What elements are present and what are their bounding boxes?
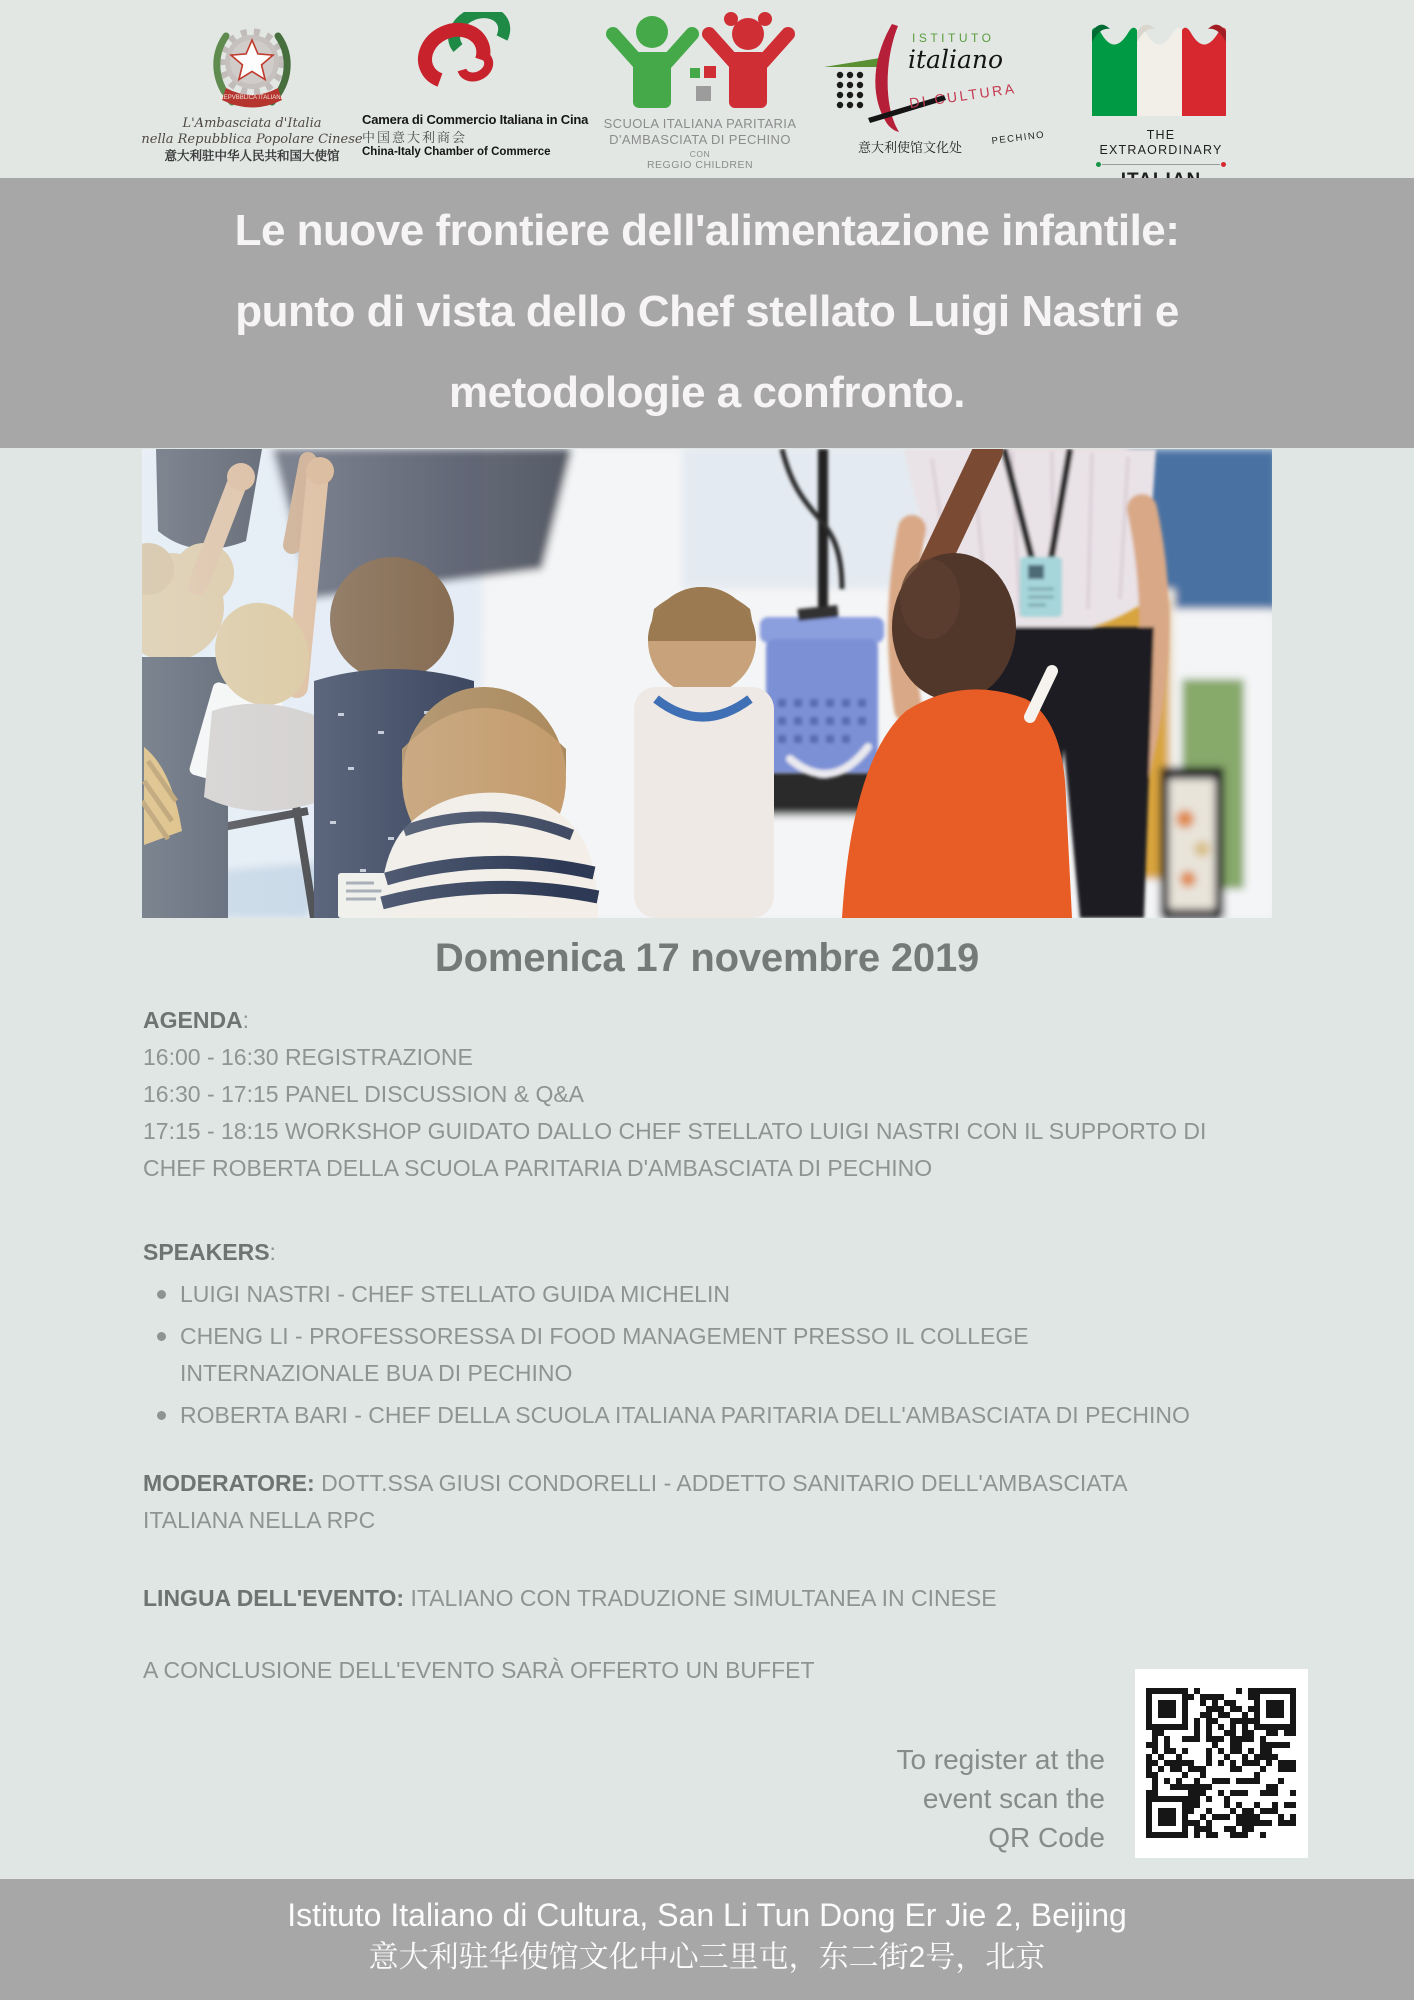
title-banner — [0, 178, 1414, 448]
speaker-1: LUIGI NASTRI - CHEF STELLATO GUIDA MICHELIN — [180, 1281, 730, 1307]
chamber-caption-line3: China-Italy Chamber of Commerce — [362, 146, 551, 159]
embassy-caption-line3: 意大利驻中华人民共和国大使馆 — [164, 149, 340, 164]
italy-emblem-icon — [202, 12, 302, 116]
register-note — [775, 1740, 1105, 1857]
bullet-dot-icon — [157, 1332, 166, 1341]
bullet-dot-icon — [157, 1411, 166, 1420]
qr-code — [1135, 1669, 1308, 1858]
agenda-colon: : — [242, 1007, 250, 1033]
event-title-line3: metodologie a confronto. — [449, 368, 965, 417]
language-label: LINGUA DELL'EVENTO — [143, 1585, 397, 1611]
iic-word-istituto: ISTITUTO — [912, 31, 995, 45]
culture-institute-icon — [820, 18, 1048, 158]
chamber-caption — [362, 112, 622, 160]
agenda-item-3-line2: CHEF ROBERTA DELLA SCUOLA PARITARIA D'AMBASCIATA DI PECHINO — [143, 1155, 933, 1181]
school-caption-line2: D'AMBASCIATA DI PECHINO — [609, 131, 791, 147]
event-photo — [142, 449, 1272, 918]
speaker-2-line1: CHENG LI - PROFESSORESSA DI FOOD MANAGEMENT PRESSO IL COLLEGE — [180, 1323, 1029, 1349]
embassy-caption-line1: L'Ambasciata d'Italia — [182, 116, 322, 131]
chamber-caption-line2: 中国意大利商会 — [362, 129, 468, 145]
agenda-item-1: 16:00 - 16:30 REGISTRAZIONE — [143, 1044, 473, 1070]
divider-line — [1102, 164, 1220, 165]
taste-divider — [1096, 161, 1226, 168]
event-title-line1: Le nuove frontiere dell'alimentazione infantile: — [234, 206, 1180, 255]
italian-taste-logo — [1092, 18, 1226, 116]
green-dot-icon — [1096, 162, 1101, 167]
footer-address-cn: 意大利驻华使馆文化中心三里屯，东二街2号，北京 — [368, 1941, 1046, 1974]
logo-strip — [0, 0, 1414, 178]
speaker-2-line2: INTERNAZIONALE BUA DI PECHINO — [180, 1360, 573, 1386]
register-line2: event scan the — [922, 1783, 1105, 1814]
iic-word-pechino: PECHINO — [991, 129, 1046, 147]
embassy-caption-line2: nella Repubblica Popolare Cinese — [141, 131, 363, 147]
culture-institute-logo — [820, 18, 1048, 158]
speaker-item — [143, 1276, 1190, 1313]
embassy-logo — [202, 12, 302, 116]
chamber-swoosh-icon — [402, 12, 522, 108]
register-line1: To register at the — [896, 1744, 1105, 1775]
chamber-caption-line1: Camera di Commercio Italiana in Cina — [362, 112, 589, 127]
iic-word-di-cultura: DI CULTURA — [908, 80, 1018, 111]
moderator-line1: DOTT.SSA GIUSI CONDORELLI - ADDETTO SANITARIO DELL'AMBASCIATA — [321, 1470, 1128, 1496]
agenda-item-3-line1: 17:15 - 18:15 WORKSHOP GUIDATO DALLO CHEF STELLATO LUIGI NASTRI CON IL SUPPORTO DI — [143, 1118, 1207, 1144]
iic-chinese: 意大利使馆文化处 — [858, 140, 963, 155]
school-children-icon — [600, 8, 800, 118]
language-section: LINGUA DELL'EVENTO: ITALIANO CON TRADUZIONE SIMULTANEA IN CINESE — [143, 1585, 997, 1611]
agenda-heading: AGENDA — [143, 1007, 243, 1033]
event-title-line2: punto di vista dello Chef stellato Luigi Nastri e — [235, 287, 1179, 336]
school-caption — [588, 116, 812, 172]
school-logo — [600, 8, 800, 118]
date-heading: Domenica 17 novembre 2019 — [434, 936, 980, 980]
bullet-dot-icon — [157, 1290, 166, 1299]
taste-caption-line1: THE EXTRAORDINARY — [1099, 128, 1223, 157]
buffet-note: A CONCLUSIONE DELL'EVENTO SARÀ OFFERTO UN BUFFET — [143, 1657, 815, 1683]
chamber-logo — [402, 12, 522, 108]
speaker-item — [143, 1397, 1190, 1434]
agenda-section — [143, 1002, 1206, 1187]
embassy-caption — [120, 116, 384, 164]
agenda-item-2: 16:30 - 17:15 PANEL DISCUSSION & Q&A — [143, 1081, 585, 1107]
school-caption-line4: REGGIO CHILDREN — [646, 159, 754, 172]
moderator-line2: ITALIANA NELLA RPC — [143, 1507, 376, 1533]
footer-address-bar — [0, 1879, 1414, 2000]
language-text: ITALIANO CON TRADUZIONE SIMULTANEA IN CINESE — [410, 1585, 997, 1611]
register-line3: QR Code — [988, 1822, 1105, 1853]
speakers-colon: : — [269, 1239, 276, 1265]
school-caption-line3: CON — [689, 149, 711, 160]
moderator-section: MODERATORE: DOTT.SSA GIUSI CONDORELLI - ADDETTO SANITARIO DELL'AMBASCIATA ITALIANA NELLA RPC — [143, 1465, 1128, 1539]
speaker-3: ROBERTA BARI - CHEF DELLA SCUOLA ITALIANA PARITARIA DELL'AMBASCIATA DI PECHINO — [180, 1402, 1190, 1428]
italian-taste-flag-icon — [1092, 18, 1226, 116]
footer-address-en: Istituto Italiano di Cultura, San Li Tun Dong Er Jie 2, Beijing — [287, 1897, 1127, 1933]
red-dot-icon — [1221, 162, 1226, 167]
iic-word-italiano: italiano — [908, 45, 1003, 74]
speaker-item — [143, 1318, 1190, 1392]
emblem-ribbon-text: REPVBBLICA ITALIANA — [219, 95, 285, 101]
speakers-heading: SPEAKERS — [143, 1239, 270, 1265]
school-caption-line1: SCUOLA ITALIANA PARITARIA — [603, 116, 797, 131]
moderator-label: MODERATORE — [143, 1470, 307, 1496]
speakers-section — [143, 1234, 1190, 1434]
